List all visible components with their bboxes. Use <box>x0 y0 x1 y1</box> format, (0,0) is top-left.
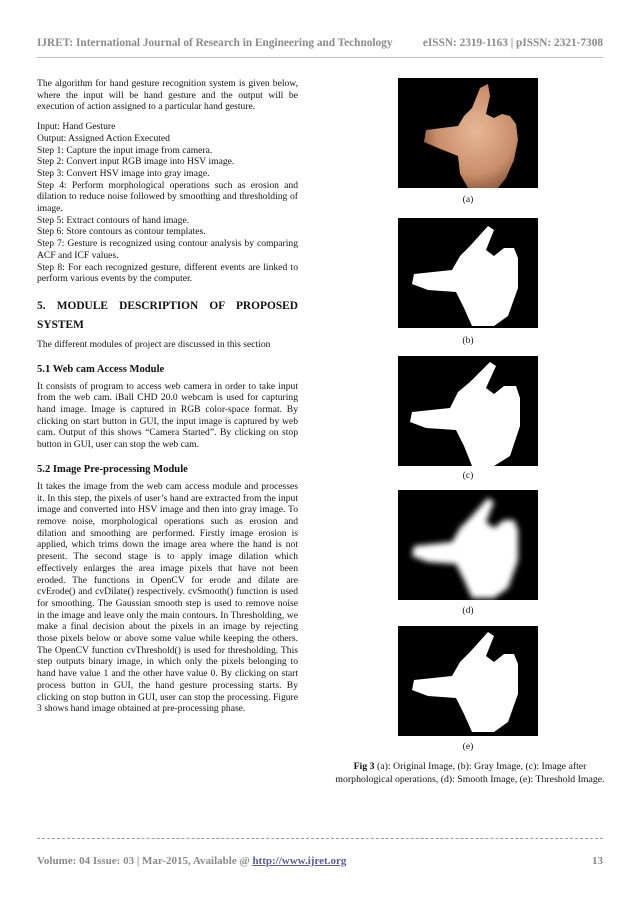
step-7: Step 7: Gesture is recognized using contour analysis by comparing ACF and ICF values. <box>37 238 298 261</box>
left-column <box>37 78 298 715</box>
step-1: Step 1: Capture the input image from camera. <box>37 144 213 156</box>
subsection-5-2-text: It takes the image from the web cam access module and processes it. In this step, the pixels of user’s hand are extracted from the input image and converted into HSV image and then into gray image. To remove noise, morphological operations such as erosion and dilation and smoothing are performed. Firstly image erosion is applied, which trims down the image area where the hand is not present. The second stage is to apply image dilation which effectively enlarges the area image pixels that have not been eroded. The functions in OpenCV for erode and dilate are cvErode() and cvDilate() respectively. cvSmooth() function is used for smoothing. The Gaussian smooth step is used to remove noise in the image and leave only the main contours. In Thresholding, we make a final decision about the pixels in an image by rejecting those pixels below or above some value while keeping the others. The OpenCV function cvThreshold() is used for thresholding. This step outputs binary image, in which only the pixels belonging to hand have value 1 and the other have value 0. By clicking on start process button in GUI, the hand gesture processing starts. By clicking on stop button in GUI, user can stop the processing. Figure 3 shows hand image obtained at pre-processing phase. <box>37 480 298 715</box>
subsection-5-2-heading: 5.2 Image Pre-processing Module <box>37 463 188 475</box>
figure-caption <box>330 761 610 786</box>
subsection-5-1-heading: 5.1 Web cam Access Module <box>37 363 165 375</box>
figure-morphological-image <box>398 356 538 466</box>
journal-link[interactable]: http://www.ijret.org <box>252 855 347 867</box>
output-line: Output: Assigned Action Executed <box>37 132 170 144</box>
figure-label-c: (c) <box>462 470 474 481</box>
figure-original-hand-image <box>398 78 538 188</box>
step-3: Step 3: Convert HSV image into gray image. <box>37 167 210 179</box>
figure-label-e: (e) <box>462 741 474 752</box>
page-number: 13 <box>592 855 603 867</box>
figure-smooth-image <box>398 490 538 600</box>
step-4: Step 4: Perform morphological operations such as erosion and dilation to reduce noise followed by smoothing and thresholding of image. <box>37 179 298 215</box>
figure-caption-text: (a): Original Image, (b): Gray Image, (c): Image after morphological operations, (d): Smooth Image, (e): Threshold Image. <box>335 761 605 785</box>
figure-caption-label: Fig 3 <box>353 761 375 772</box>
step-2: Step 2: Convert input RGB image into HSV image. <box>37 156 235 168</box>
step-6: Step 6: Store contours as contour templates. <box>37 226 206 238</box>
footer-rule <box>37 838 603 839</box>
step-8: Step 8: For each recognized gesture, different events are linked to perform various events by the computer. <box>37 261 298 285</box>
input-line: Input: Hand Gesture <box>37 121 116 133</box>
section-5-text: The different modules of project are discussed in this section <box>37 338 271 350</box>
intro-paragraph: The algorithm for hand gesture recognition system is given below, where the input will be hand gesture and the output will be execution of action assigned to a particular hand gesture. <box>37 78 298 113</box>
step-5: Step 5: Extract contours of hand image. <box>37 214 190 226</box>
journal-title: IJRET: International Journal of Research in Engineering and Technology <box>37 37 393 49</box>
header-rule <box>37 57 603 58</box>
figure-label-d: (d) <box>462 605 474 616</box>
journal-header <box>37 37 603 49</box>
footer-volume: Volume: 04 Issue: 03 | Mar-2015, Available @ <box>37 855 253 867</box>
issn-text: eISSN: 2319-1163 | pISSN: 2321-7308 <box>422 37 603 49</box>
page-footer <box>37 855 603 867</box>
section-5-heading: 5. MODULE DESCRIPTION OF PROPOSED SYSTEM <box>37 299 298 331</box>
figure-gray-image <box>398 218 538 328</box>
figure-label-a: (a) <box>462 194 474 205</box>
figure-threshold-image <box>398 626 538 736</box>
figure-label-b: (b) <box>462 335 474 346</box>
subsection-5-1-text: It consists of program to access web camera in order to take input from the web cam. iBall CHD 20.0 webcam is used for capturing hand image. Image is captured in RGB color-space format. By clicking on start button in GUI, the input image is captured by web cam. Output of this shows “Camera Started”. By clicking on stop button in GUI, user can stop the web cam. <box>37 380 298 451</box>
